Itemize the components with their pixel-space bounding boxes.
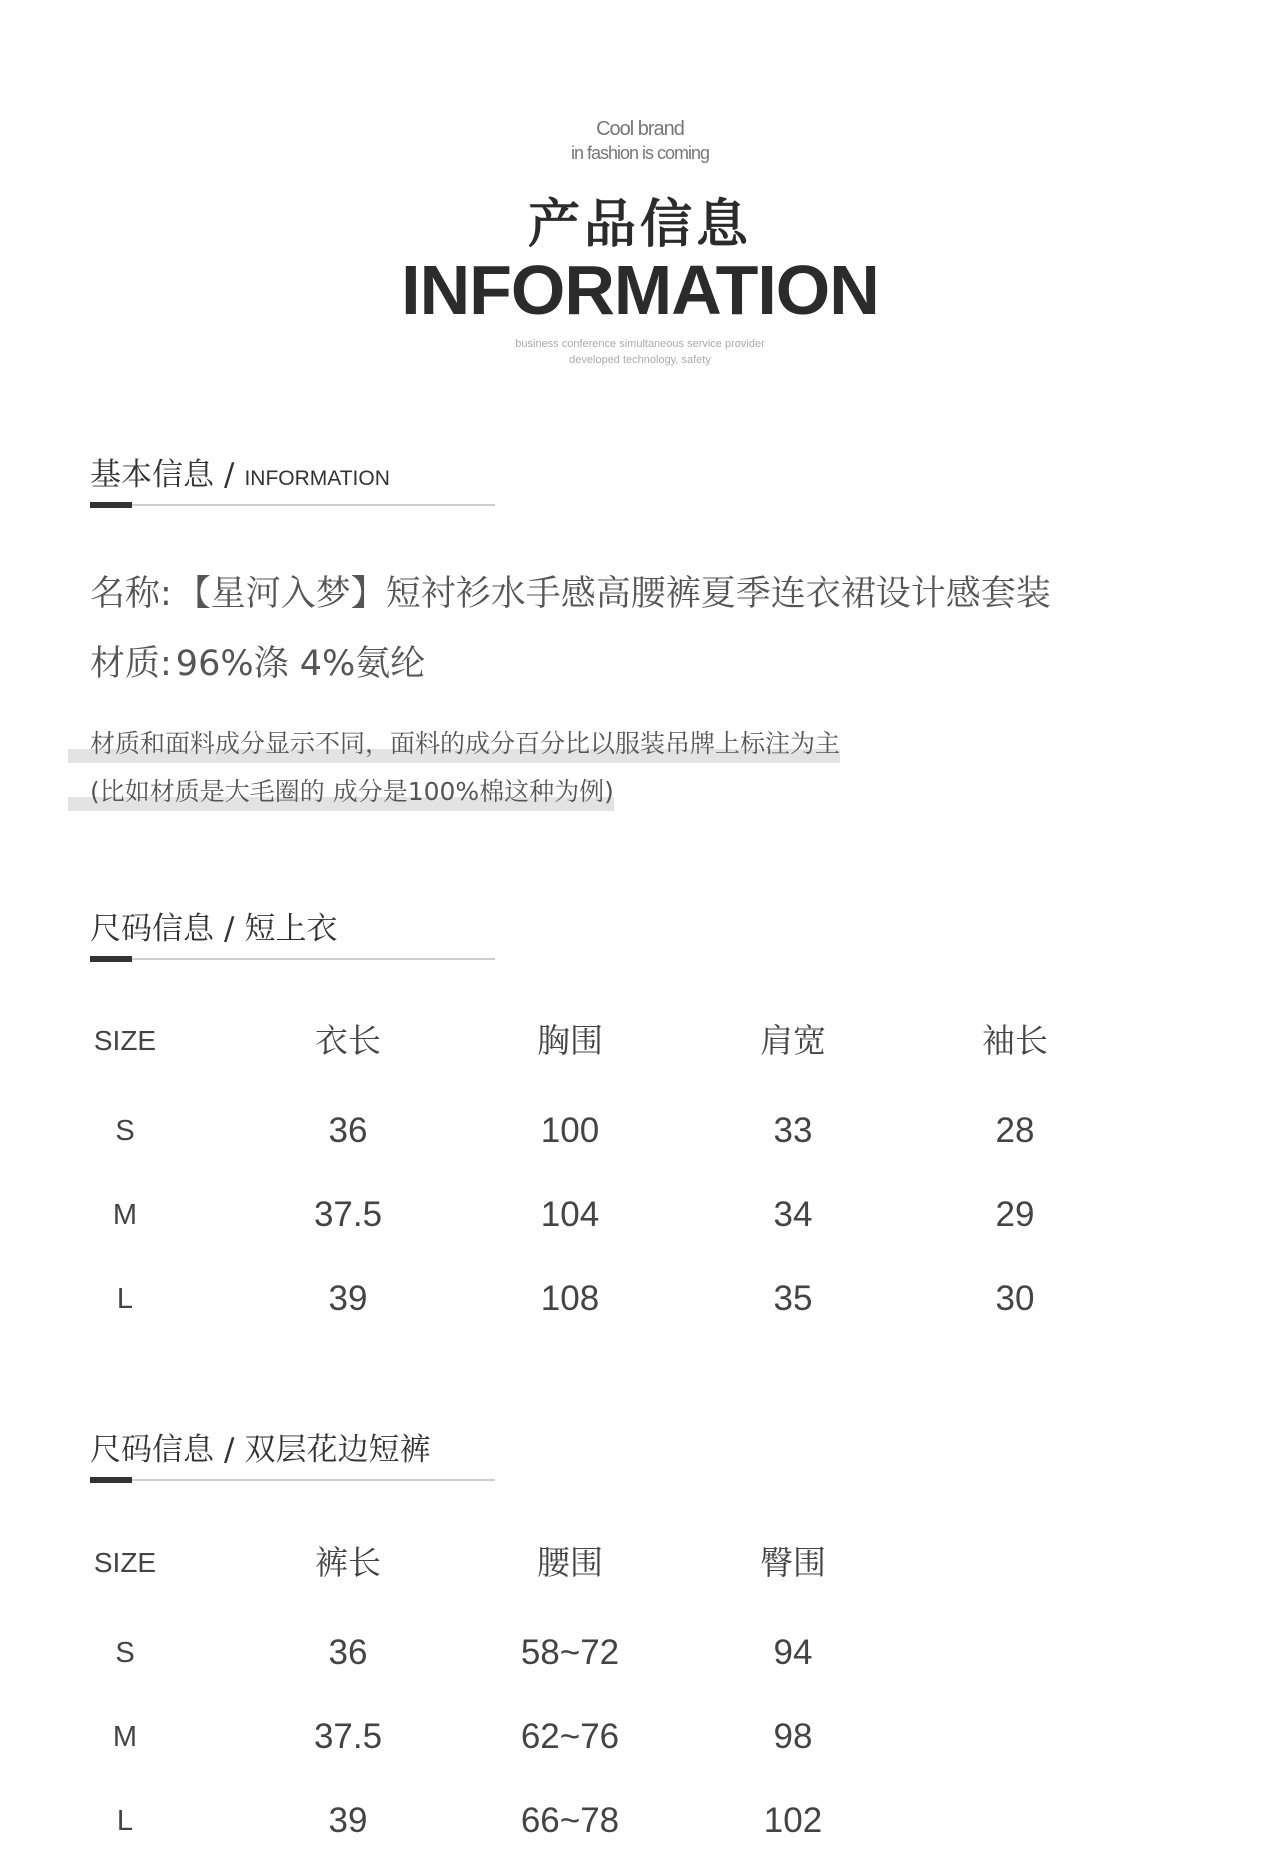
page-title-en: INFORMATION	[401, 251, 879, 329]
basic-info-heading	[90, 458, 495, 508]
heading-separator: /	[224, 911, 235, 947]
page-title-cn: 产品信息	[527, 195, 752, 255]
column-header: 臀围	[760, 1543, 826, 1582]
column-header: 肩宽	[760, 1021, 826, 1060]
value-cell: 34	[773, 1195, 813, 1234]
header-subtext-1: business conference simultaneous service provider	[515, 338, 765, 350]
header-subtext-2: developed technology, safety	[569, 354, 711, 366]
product-name-value: 【星河入梦】短衬衫水手感高腰裤夏季连衣裙设计感套装	[175, 574, 1051, 614]
value-cell: 29	[995, 1195, 1035, 1234]
size-cell: L	[116, 1283, 134, 1315]
table-row	[0, 1108, 1280, 1154]
table-row	[0, 1630, 1280, 1676]
heading-rule	[90, 958, 495, 960]
value-cell: 36	[328, 1633, 368, 1672]
table-row	[0, 1192, 1280, 1238]
heading-accent-bar	[90, 1477, 132, 1483]
column-header: 胸围	[537, 1021, 603, 1060]
product-name-label: 名称:	[90, 574, 172, 614]
value-cell: 94	[773, 1633, 813, 1672]
column-header: SIZE	[93, 1025, 157, 1056]
value-cell: 62~76	[520, 1717, 620, 1756]
table-header-row	[0, 1018, 1280, 1064]
table-header-row	[0, 1540, 1280, 1586]
top-size-heading-cn: 尺码信息	[90, 911, 214, 947]
heading-accent-bar	[90, 956, 132, 962]
shorts-size-heading-sub: 双层花边短裤	[244, 1432, 431, 1468]
material-label: 材质:	[90, 644, 172, 684]
value-cell: 104	[540, 1195, 600, 1234]
value-cell: 33	[773, 1111, 813, 1150]
brand-tagline-2: in fashion is coming	[570, 143, 710, 163]
size-cell: M	[112, 1199, 138, 1231]
table-row	[0, 1798, 1280, 1844]
material-note-1: 材质和面料成分显示不同，面料的成分百分比以服装吊牌上标注为主	[68, 725, 840, 763]
value-cell: 36	[328, 1111, 368, 1150]
top-size-heading-label	[90, 903, 337, 948]
size-cell: S	[115, 1637, 135, 1669]
size-cell: S	[115, 1115, 135, 1147]
value-cell: 35	[773, 1279, 813, 1318]
size-cell: M	[112, 1721, 138, 1753]
heading-rule	[90, 504, 495, 506]
value-cell: 102	[763, 1801, 823, 1840]
material-value: 96%涤 4%氨纶	[175, 644, 426, 684]
top-size-heading	[90, 912, 495, 962]
material-note-2: (比如材质是大毛圈的 成分是100%棉这种为例)	[68, 773, 614, 811]
brand-tagline-1: Cool brand	[596, 118, 684, 140]
value-cell: 100	[540, 1111, 600, 1150]
value-cell: 37.5	[313, 1717, 383, 1756]
basic-info-heading-cn: 基本信息	[90, 457, 214, 493]
table-row	[0, 1276, 1280, 1322]
shorts-size-heading	[90, 1433, 495, 1483]
value-cell: 108	[540, 1279, 600, 1318]
shorts-size-heading-label	[90, 1424, 430, 1469]
top-size-heading-sub: 短上衣	[244, 911, 338, 947]
column-header: 裤长	[315, 1543, 381, 1582]
value-cell: 28	[995, 1111, 1035, 1150]
material-line	[90, 636, 425, 686]
size-cell: L	[116, 1805, 134, 1837]
basic-info-heading-en: INFORMATION	[244, 467, 390, 490]
product-name-line	[90, 566, 1051, 616]
value-cell: 37.5	[313, 1195, 383, 1234]
heading-rule	[90, 1479, 495, 1481]
heading-separator: /	[224, 457, 235, 493]
shorts-size-heading-cn: 尺码信息	[90, 1432, 214, 1468]
heading-accent-bar	[90, 502, 132, 508]
column-header: 衣长	[315, 1021, 381, 1060]
heading-separator: /	[224, 1432, 235, 1468]
column-header: SIZE	[93, 1547, 157, 1578]
value-cell: 66~78	[520, 1801, 620, 1840]
column-header: 袖长	[982, 1021, 1048, 1060]
value-cell: 39	[328, 1279, 368, 1318]
value-cell: 98	[773, 1717, 813, 1756]
value-cell: 58~72	[520, 1633, 620, 1672]
column-header: 腰围	[537, 1543, 603, 1582]
table-row	[0, 1714, 1280, 1760]
value-cell: 30	[995, 1279, 1035, 1318]
value-cell: 39	[328, 1801, 368, 1840]
basic-info-heading-label	[90, 449, 390, 494]
